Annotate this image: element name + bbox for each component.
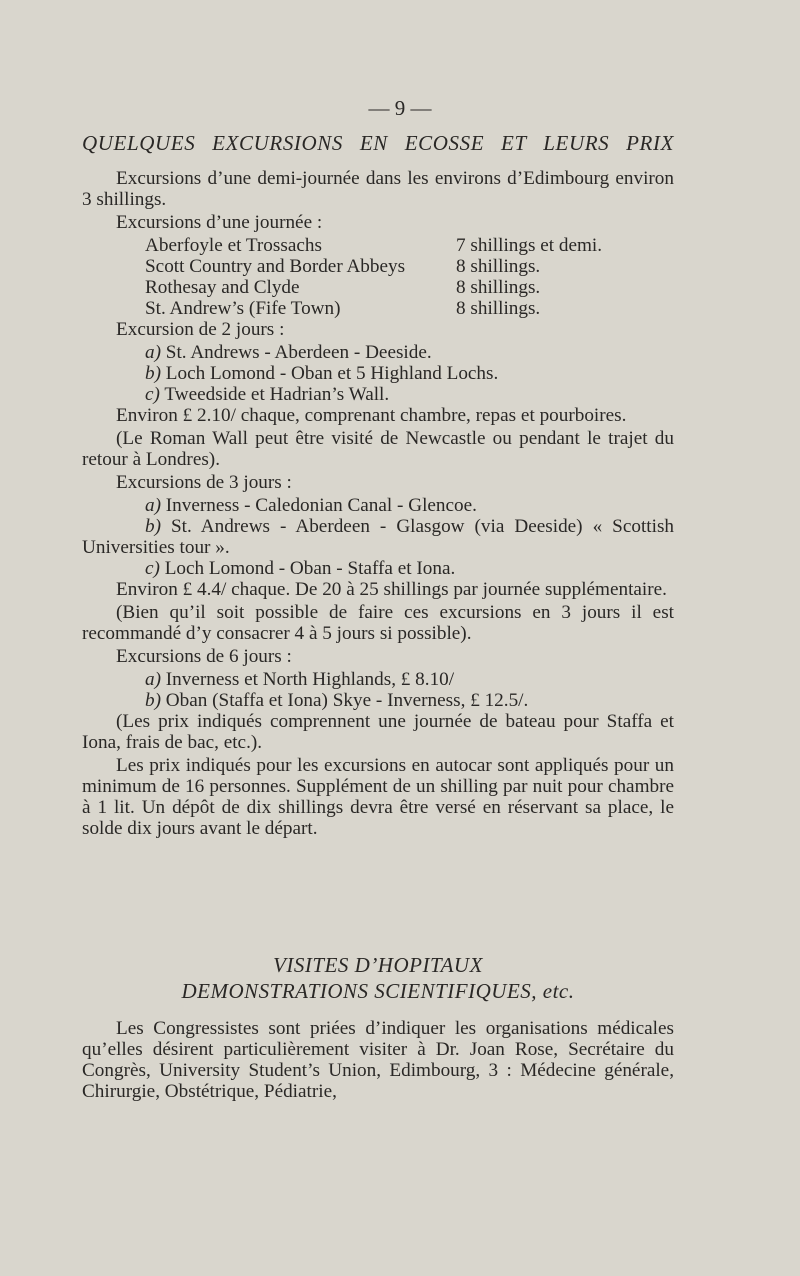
three-days-price: Environ £ 4.4/ chaque. De 20 à 25 shillings par journée supplémentaire. (116, 579, 667, 600)
destination: Aberfoyle et Trossachs (145, 235, 322, 256)
option-letter: a) (145, 669, 161, 690)
one-day-list (82, 235, 674, 319)
option-letter: c) (145, 384, 160, 405)
option-text: Tweedside et Hadrian’s Wall. (164, 384, 390, 405)
option-text: Loch Lomond - Oban et 5 Highland Lochs. (165, 363, 499, 384)
roman-wall-note: (Le Roman Wall peut être visité de Newcastle ou pendant le trajet du retour à Londres). (82, 428, 674, 470)
option-text: Loch Lomond - Oban - Staffa et Iona. (164, 558, 456, 579)
option-item (82, 342, 674, 363)
option-text: Inverness - Caledonian Canal - Glencoe. (165, 495, 477, 516)
one-day-row (145, 298, 674, 319)
hospital-visits-paragraph: Les Congressistes sont priées d’indiquer les organisations médicales qu’elles désirent particulièrement visiter à Dr. Joan Rose, Secrétaire du Congrès, University Student’s Union, Edimbourg, 3 : Médecine générale, Chirurgie, Obstétrique, Pédiatrie, (82, 1018, 674, 1102)
section-heading-line1: VISITES D’HOPITAUX (273, 953, 483, 977)
page-title: QUELQUES EXCURSIONS EN ECOSSE ET LEURS PRIX (82, 131, 674, 155)
three-days-note: (Bien qu’il soit possible de faire ces excursions en 3 jours il est recommandé d’y consacrer 4 à 5 jours si possible). (82, 602, 674, 644)
coach-note: Les prix indiqués pour les excursions en autocar sont appliqués pour un minimum de 16 personnes. Supplément de un shilling par nuit pour chambre à 1 lit. Un dépôt de dix shillings devra être versé en réservant sa place, le solde dix jours avant le départ. (82, 755, 674, 839)
option-item (82, 495, 674, 516)
one-day-row (145, 256, 674, 277)
price: 8 shillings. (456, 256, 541, 277)
option-letter: c) (145, 558, 160, 579)
option-item (82, 669, 674, 690)
three-days-heading: Excursions de 3 jours : (116, 472, 292, 493)
destination: St. Andrew’s (Fife Town) (145, 298, 341, 319)
option-letter: b) (145, 690, 161, 711)
price: 8 shillings. (456, 277, 541, 298)
option-letter: a) (145, 342, 161, 363)
section-heading (82, 952, 674, 1004)
hospital-visits-body (82, 1018, 674, 1104)
option-text: Oban (Staffa et Iona) Skye - Inverness, £ 12.5/. (165, 690, 529, 711)
option-text: St. Andrews - Aberdeen - Deeside. (165, 342, 432, 363)
option-letter: b) (145, 363, 161, 384)
one-day-heading: Excursions d’une journée : (116, 212, 323, 233)
page-number: — 9 — (368, 96, 432, 120)
option-item (82, 363, 674, 384)
option-letter: b) (145, 516, 161, 537)
option-item (82, 558, 674, 579)
six-days-note: (Les prix indiqués comprennent une journée de bateau pour Staffa et Iona, frais de bac, etc.). (82, 711, 674, 753)
destination: Rothesay and Clyde (145, 277, 300, 298)
price: 8 shillings. (456, 298, 541, 319)
one-day-row (145, 235, 674, 256)
option-text: Inverness et North Highlands, £ 8.10/ (165, 669, 455, 690)
price: 7 shillings et demi. (456, 235, 603, 256)
two-days-price: Environ £ 2.10/ chaque, comprenant chambre, repas et pourboires. (116, 405, 627, 426)
half-day-paragraph: Excursions d’une demi-journée dans les environs d’Edimbourg environ 3 shillings. (82, 168, 674, 210)
option-item (82, 690, 674, 711)
option-text: St. Andrews - Aberdeen - Glasgow (via Deeside) « Scottish Universities tour ». (82, 516, 674, 558)
option-item (82, 516, 674, 558)
six-days-heading: Excursions de 6 jours : (116, 646, 292, 667)
option-item (82, 384, 674, 405)
section-heading-line2: DEMONSTRATIONS SCIENTIFIQUES, etc. (181, 979, 575, 1003)
option-letter: a) (145, 495, 161, 516)
excursions-body (82, 168, 674, 841)
one-day-row (145, 277, 674, 298)
destination: Scott Country and Border Abbeys (145, 256, 406, 277)
two-days-heading: Excursion de 2 jours : (116, 319, 285, 340)
